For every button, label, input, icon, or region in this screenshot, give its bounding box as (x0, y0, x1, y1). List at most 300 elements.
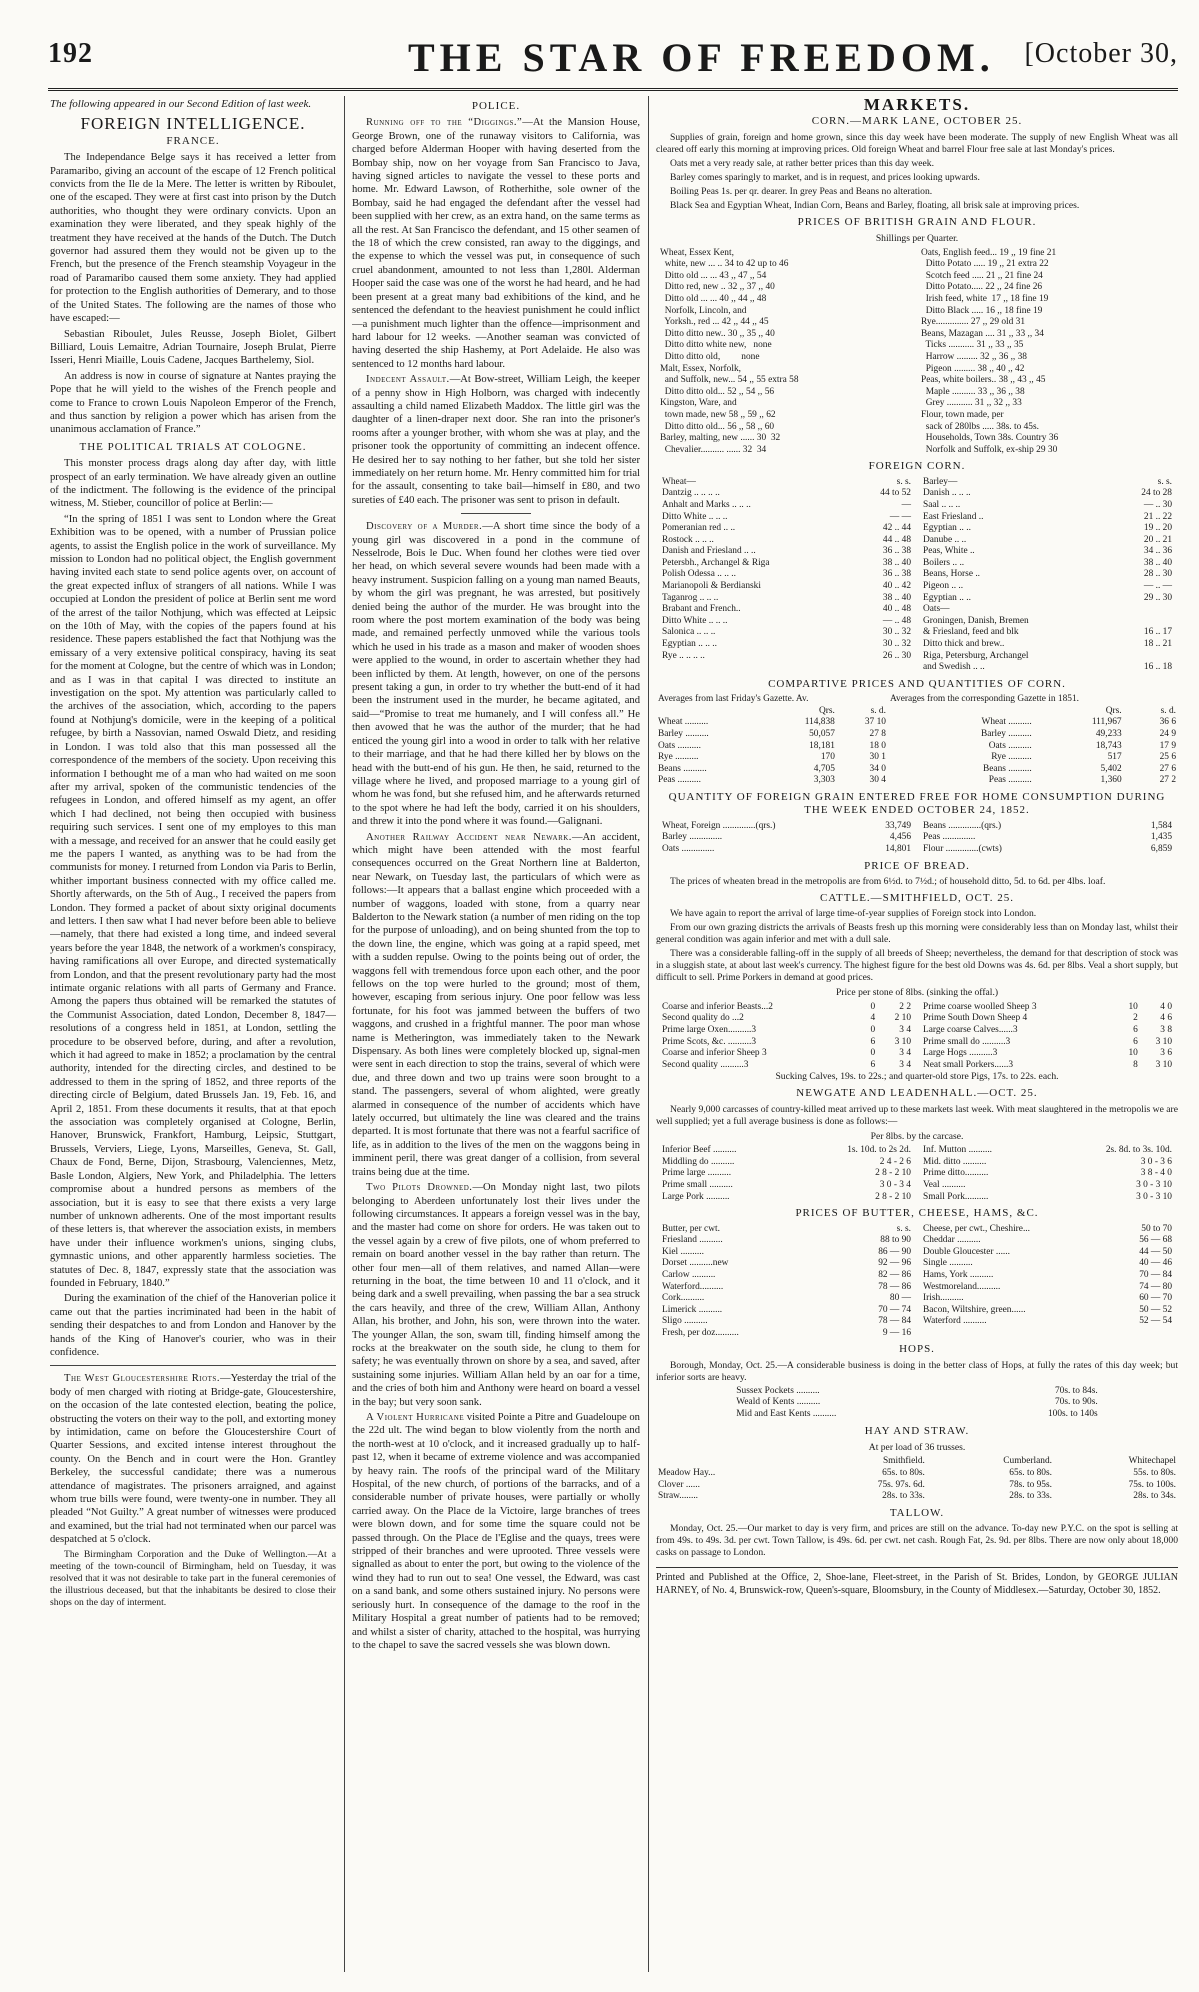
subheading: PRICES OF BRITISH GRAIN AND FLOUR. (797, 215, 1037, 228)
table-cell: 8 (1133, 1059, 1138, 1070)
table-cell: 70 — 74 (878, 1304, 911, 1315)
table-cell: Saal .. .. .. (923, 499, 961, 510)
table-row: Maple .......... 33 ,, 36 ,, 38 (921, 386, 1025, 397)
article-paragraph: Two Pilots Drowned.—On Monday night last, two pilots belonging to Aberdeen unfortunately lost their lives under the following circumstances. It appears a foreign vessel was in the bay, and the master had come on shore for orders. He was taken out to the vessel again by a crew of five pilots, one of whom preferred to remain on board another vessel in the bay rather than return. The other four men—all of them relatives, and named Allan—were returning in the boat, the time between 10 and 11 o'clock, and it being dark and a swell prevailing, when passing the bar a sea struck the cars heavily, and three of the crew, William Allan, Anthony Allan, his brother, and John, his son, were thrown into the water. The younger Allan, the son, swam till, finding himself among the rocks at the breakwater on the south side, he clung to them for safety; he was eventually thrown on shore by a sea, and saved, after sustaining some injuries. William Allan held by an oar for a time, and the cries of both him and Anthony were heard on board a vessel in the bay; but very soon sank. (352, 1182, 640, 1408)
table-row: Oats, English feed... 19 ,, 19 fine 21 (921, 247, 1057, 258)
table-row (921, 1270, 1174, 1282)
table-row (921, 604, 1174, 616)
table-cell: Polish Odessa .. .. .. (662, 569, 736, 580)
table-cell: 30 1 (869, 752, 886, 763)
table-row (921, 1157, 1174, 1169)
table-cell: Mid. ditto .......... (923, 1156, 987, 1167)
table-row: Grey ........... 31 ,, 32 ,, 33 (921, 398, 1022, 409)
table-header: Cumberland. (1003, 1456, 1052, 1467)
table-cell: 37 10 (864, 717, 886, 728)
table-row: Norfolk, Lincoln, and (660, 305, 747, 316)
subheading: HAY AND STRAW. (864, 1424, 970, 1437)
divider (50, 1365, 336, 1366)
table-row: Beans, Mazagan .... 31 ,, 33 ,, 34 (921, 328, 1044, 339)
table-cell: Peas .......... (988, 775, 1032, 786)
table-cell: 2 8 - 2 10 (875, 1168, 911, 1179)
table-cell: Cork.......... (662, 1293, 705, 1304)
table-cell: 25 6 (1159, 752, 1176, 763)
table-row (921, 1048, 1174, 1060)
table-cell: Large Pork .......... (662, 1191, 730, 1202)
table-cell: Veal .......... (923, 1179, 966, 1190)
table-cell: Beans .......... (658, 763, 707, 774)
table-cell: Kiel .......... (662, 1246, 704, 1257)
table-row (660, 1328, 913, 1340)
table-cell: 2s. 8d. to 3s. 10d. (1105, 1145, 1172, 1156)
market-paragraph: Boiling Peas 1s. per qr. dearer. In grey Peas and Beans no alteration. (670, 185, 933, 197)
table-row (656, 752, 1178, 764)
table-cell: 111,967 (1091, 717, 1122, 728)
table-cell: 0 (870, 1024, 876, 1035)
table-cell: Wheat— (662, 476, 696, 487)
table-half (921, 1002, 1174, 1072)
table-cell: s. s. (896, 1223, 911, 1234)
table-row (660, 1168, 913, 1180)
table-row (921, 1293, 1174, 1305)
table-row (921, 523, 1174, 535)
table-cell: 65s. to 80s. (1009, 1468, 1052, 1479)
table-cell: Bacon, Wiltshire, green...... (923, 1304, 1026, 1315)
table-row (921, 844, 1174, 856)
table-row (660, 477, 913, 489)
table-cell: 19 .. 20 (1143, 523, 1172, 534)
table-cell: Beans .......... (983, 763, 1032, 774)
table-row (660, 639, 913, 651)
table-row (660, 558, 913, 570)
table-cell: Single .......... (923, 1258, 973, 1269)
subheading: PRICE OF BREAD. (864, 859, 970, 872)
table-cell: 28s. to 33s. (882, 1491, 925, 1502)
table-cell: 42 .. 44 (882, 523, 911, 534)
table-row (921, 1060, 1174, 1072)
comparative-prices-table: Averages from last Friday's Gazette. Av. Averages from the corresponding Gazette in 1851. Qrs. s. d. Qrs. s. d. Wheat .......... 114,838 37 10 Wheat .......... 111,967 36 6 Barley .......... 50,057 27 8 Barley .......... 49,233 24 9 Oats .......... 18,181 18 0 Oats .......... 18,743 17 9 Rye .......... 170 30 1 Rye .......... 517 25 6 Beans .......... 4,705 34 0 Beans .......... 5,402 27 6 Peas .......... 3,303 30 4 Peas .......... 1,360 27 2 (658, 694, 1176, 786)
table-cell: Meadow Hay... (658, 1468, 716, 1479)
table-cell: 18,743 (1095, 740, 1122, 751)
table-cell: 28s. to 33s. (1009, 1491, 1052, 1502)
article-paragraph: The Birmingham Corporation and the Duke of Wellington.—At a meeting of the town-council of Birmingham, held on Tuesday, it was resolved that it was not desirable to take part in the funeral ceremonies of the illustrious deceased, but that the inhabitants be desired to close their shops on the day of interment. (50, 1548, 336, 1608)
table-row (660, 1293, 913, 1305)
table-cell: 3,303 (813, 775, 835, 786)
table-cell: 2 2 (899, 1001, 911, 1012)
table-cell: 1,360 (1100, 775, 1122, 786)
table-row (734, 1386, 1099, 1398)
table-cell: 2 4 - 2 6 (879, 1156, 911, 1167)
table-cell: Oats— (923, 604, 950, 615)
cattle-table (656, 1002, 1178, 1072)
table-cell: 4,705 (813, 763, 835, 774)
table-row (921, 1002, 1174, 1014)
table-cell: 27 8 (869, 729, 886, 739)
table-cell: 2 8 - 2 10 (875, 1191, 911, 1202)
table-cell: 28 .. 30 (1143, 569, 1172, 580)
table-cell: 114,838 (804, 717, 835, 728)
table-cell: 44 .. 48 (882, 534, 911, 545)
table-row (734, 1409, 1099, 1421)
table-cell: 40 — 46 (1139, 1258, 1172, 1269)
table-cell: 20 .. 21 (1143, 534, 1172, 545)
table-row (921, 1282, 1174, 1294)
table-row (656, 717, 1178, 729)
table-row (660, 1025, 913, 1037)
table-half (660, 1145, 913, 1203)
table-cell: Peas .......... (658, 775, 701, 786)
table-row (921, 821, 1174, 833)
table-header: Averages from the corresponding Gazette in 1851. (889, 694, 1080, 705)
table-row: Scotch feed ..... 21 ,, 21 fine 24 (921, 270, 1043, 281)
table-row: Irish feed, white 17 ,, 18 fine 19 (921, 294, 1049, 304)
table-row: Peas, white boilers.. 38 ,, 43 ,, 45 (921, 375, 1046, 386)
table-row (656, 729, 1178, 741)
table-cell: Small Pork.......... (923, 1191, 989, 1202)
table-cell: Weald of Kents .......... (736, 1397, 821, 1408)
market-paragraph: Supplies of grain, foreign and home grown, since this day week have been moderate. The supply of new English Wheat was all cleared off early this morning at improving prices. Old foreign Wheat and barrel Flour free sale at last Monday's prices. (656, 131, 1178, 155)
article-lead: Indecent Assault. (366, 374, 450, 386)
subheading: QUANTITY OF FOREIGN GRAIN ENTERED FREE FOR HOME CONSUMPTION DURING THE WEEK ENDED OCTOBER 24, 1852. (668, 790, 1166, 817)
table-row: Ditto old ... ... 43 ,, 47 ,, 54 (660, 270, 767, 281)
table-cell: Rye .......... (658, 752, 699, 763)
table-cell: Oats .......... (658, 740, 701, 751)
table-cell: Rye .......... (991, 752, 1032, 763)
table-cell: 24 9 (1159, 729, 1176, 739)
table-cell: 3 8 - 4 0 (1140, 1168, 1172, 1179)
table-cell: 1,584 (1150, 820, 1172, 831)
table-cell: & Friesland, feed and blk (923, 627, 1019, 638)
table-row: Chevalier.......... ...... 32 34 (660, 444, 767, 455)
table-row: Barley, malting, new ...... 30 32 (660, 433, 781, 444)
table-cell: 3 4 (899, 1048, 911, 1059)
subheading: HOPS. (899, 1343, 935, 1356)
table-cell: 21 .. 22 (1143, 511, 1172, 522)
article-paragraph: An address is now in course of signature at Nantes praying the Pope that he will yield to the wishes of the French people and come to France to crown Louis Napoleon Emperor of the French, and thus sanction by religion a power which has arisen from the unanimous acclamation of France.” (50, 370, 336, 436)
table-caption: Shillings per Quarter. (875, 233, 959, 245)
table-header (656, 1456, 804, 1468)
table-cell: 34 0 (869, 763, 886, 774)
table-header: Averages from last Friday's Gazette. Av. (658, 694, 809, 705)
table-row: Ditto ditto old, none (660, 351, 760, 362)
table-cell: Flour ..............(cwts) (923, 843, 1002, 854)
table-cell: 9 — 16 (882, 1327, 911, 1338)
table-row (660, 512, 913, 524)
table-cell: 44 — 50 (1139, 1246, 1172, 1257)
table-cell: Coarse and inferior Sheep 3 (662, 1048, 767, 1059)
market-paragraph: Monday, Oct. 25.—Our market to day is very firm, and prices are still on the advance. To-day new P.Y.C. on the spot is selling at from 49s. to 49s. 3d. per cwt. Town Tallow, is 49s. 6d. per cwt. net cash. Rough Fat, 2s. 9d. per 8lbs. There are now only about 18,000 casks on passage to London. (656, 1523, 1178, 1559)
table-row (660, 1002, 913, 1014)
table-row: Ditto red, new .. 32 ,, 37 ,, 40 (660, 282, 775, 293)
table-row: white, new ... .. 34 to 42 up to 46 (660, 259, 789, 270)
table-row (921, 1013, 1174, 1025)
table-cell: 88 to 90 (880, 1235, 911, 1246)
article-paragraph: Sebastian Riboulet, Jules Reusse, Joseph Biolet, Gilbert Billiard, Louis Lemaitre, Adrian Tournaire, Joseph Brulat, Pierre Isseri, Henri Miaille, Louis Cadene, Jacques Barthelemy, Siol. (50, 328, 336, 367)
table-cell: Cheese, per cwt., Cheshire... (923, 1223, 1030, 1234)
table-cell: Anhalt and Marks .. .. .. (662, 499, 751, 510)
table-half (660, 1224, 913, 1340)
market-paragraph: From our own grazing districts the arrivals of Beasts fresh up this morning were considerably less than on Monday last, whilst their general condition was again inferior and met with a dull sale. (656, 922, 1178, 946)
table-cell: Limerick .......... (662, 1304, 723, 1315)
table-cell: 4 6 (1160, 1013, 1172, 1024)
table-cell: 3 10 (894, 1036, 911, 1047)
table-row (660, 488, 913, 500)
table-row (921, 616, 1174, 628)
table-row (660, 1037, 913, 1049)
table-row (656, 1491, 1178, 1503)
imprint: Printed and Published at the Office, 2, Shoe-lane, Fleet-street, in the Parish of St. Brides, London, by GEORGE JULIAN HARNEY, of No. 4, Brunswick-row, Queen's-square, Bloomsbury, in the County of Middlesex.—Saturday, October 30, 1852. (656, 1567, 1178, 1597)
table-cell: 28s. to 34s. (1133, 1491, 1176, 1502)
market-paragraph: Black Sea and Egyptian Wheat, Indian Corn, Beans and Barley, floating, all brisk sale at improving prices. (670, 199, 1080, 211)
table-row (660, 535, 913, 547)
table-cell: Second quality ..........3 (662, 1059, 749, 1070)
table-cell: and Swedish .. .. (923, 662, 985, 673)
table-cell: Large coarse Calves......3 (923, 1024, 1018, 1035)
table-cell: 18,181 (809, 740, 835, 751)
table-row: Ditto ditto white new, none (660, 340, 772, 351)
table-cell: 36 .. 38 (882, 546, 911, 557)
table-cell: 50 to 70 (1141, 1223, 1172, 1234)
table-cell: 78 — 84 (878, 1316, 911, 1327)
article-paragraph: Running off to the “Diggings.”—At the Mansion House, George Brown, one of the runaway visitors to California, was charged before Alderman Hooper with having deserted from the Bombay ship, now on her voyage from San Francisco to Java, having signed articles to navigate the vessel to these ports and home. Mr. Edward Lawson, of Rotherhithe, sole owner of the Bombay, said he had engaged the defendant after the vessel had been supplied with her crew, as an extra hand, on the same terms as all the rest. At San Francisco the defendant, and 15 other seamen of the 18 of which the crew consisted, ran away to the diggings, and the expense to which the vessel was put, in consequence of such cruel abandonment, amounted to not less than 1,280l. Alderman Hooper said the case was one of the worst he had heard, and he had been present at a great many bad exhibitions of the kind, and he sentenced the defendant to the heaviest punishment he could inflict—a punishment much lighter than the offence—imprisonment and hard labour for 12 weeks. —Another seaman was convicted of having deserted the ship Hashemy, at Port Adelaide. He also was sentenced to 12 months hard labour. (352, 117, 640, 370)
table-cell: Dorset ..........new (662, 1258, 729, 1269)
table-cell: 1s. 10d. to 2s 2d. (847, 1145, 911, 1156)
subheading: TALLOW. (889, 1506, 945, 1519)
table-cell: Waterford .......... (923, 1316, 987, 1327)
table-cell: — — (889, 511, 911, 522)
table-cell: 16 .. 17 (1143, 627, 1172, 638)
table-cell: 4,456 (889, 832, 911, 843)
table-cell: 3 8 (1160, 1024, 1172, 1035)
table-cell: 86 — 90 (878, 1246, 911, 1257)
market-paragraph: The prices of wheaten bread in the metropolis are from 6½d. to 7½d.; of household ditto, 5d. to 6d. per 4lbs. loaf. (670, 875, 1106, 887)
table-row: Wheat, Essex Kent, (660, 247, 734, 258)
table-cell: 3 0 - 3 10 (1136, 1191, 1172, 1202)
table-cell: 3 4 (899, 1059, 911, 1070)
table-row: Ditto ditto old... 56 ,, 58 ,, 60 (660, 421, 775, 432)
table-cell: Prime large .......... (662, 1168, 732, 1179)
table-cell: Sligo .......... (662, 1316, 708, 1327)
table-row: and Suffolk, new... 54 ,, 55 extra 58 (660, 375, 799, 386)
table-row: Rye.............. 27 ,, 29 old 31 (921, 317, 1026, 328)
table-cell: Hams, York .......... (923, 1269, 994, 1280)
table-caption: Per 8lbs. by the carcase. (870, 1130, 964, 1142)
table-row (921, 593, 1174, 605)
table-half (921, 1224, 1174, 1328)
table-cell: 517 (1107, 752, 1122, 763)
table-cell: 10 (1128, 1001, 1138, 1012)
table-row (921, 1305, 1174, 1317)
article-lead: Running off to the “Diggings.” (366, 117, 523, 129)
table-row: Kingston, Ware, and (660, 398, 737, 409)
table-cell: 78s. to 95s. (1009, 1479, 1052, 1490)
table-half (656, 248, 917, 457)
table-cell: 60 — 70 (1139, 1293, 1172, 1304)
table-cell: 14,801 (885, 843, 911, 854)
table-cell: 6 (870, 1059, 876, 1070)
table-cell: Petersbh., Archangel & Riga (662, 557, 770, 568)
table-cell: 33,749 (885, 820, 911, 831)
table-cell: Ditto thick and brew.. (923, 639, 1005, 650)
table-cell: Irish.......... (923, 1293, 964, 1304)
table-cell: 30 .. 32 (882, 627, 911, 638)
table-cell: Prime ditto.......... (923, 1168, 989, 1179)
table-row: Norfolk and Suffolk, ex-ship 29 30 (921, 444, 1058, 455)
table-cell: 3 0 - 3 10 (1136, 1179, 1172, 1190)
table-row (660, 1316, 913, 1328)
table-cell: Oats .............. (662, 843, 715, 854)
table-row (656, 775, 1178, 787)
table-cell: 6 (1133, 1036, 1138, 1047)
table-row (660, 1270, 913, 1282)
column-divider (648, 96, 649, 1972)
table-row (921, 1235, 1174, 1247)
table-cell: Barley .......... (658, 729, 709, 739)
table-cell: 56 — 68 (1139, 1235, 1172, 1246)
table-row (656, 741, 1178, 753)
table-cell: Mid and East Kents .......... (736, 1409, 837, 1420)
table-cell: 40 .. 48 (882, 604, 911, 615)
table-cell: 0 (870, 1001, 876, 1012)
table-cell: Ditto White .. .. .. (662, 511, 728, 522)
table-row (660, 1013, 913, 1025)
table-row (660, 569, 913, 581)
table-row (921, 1258, 1174, 1270)
table-cell: Wheat .......... (658, 717, 709, 728)
table-cell: 3 0 - 3 6 (1140, 1156, 1172, 1167)
table-row (660, 1235, 913, 1247)
table-cell: Salonica .. .. .. (662, 627, 716, 638)
column-divider (344, 96, 345, 1972)
table-cell: Dantzig .. .. .. .. (662, 488, 720, 499)
article-paragraph: Discovery of a Murder.—A short time since the body of a young girl was discovered in a pond in the commune of Nesselrode, Bois le Duc. When found her clothes were tied over her head, on which several severe wounds had been made with a heavy instrument. Suspicion falling on a young man named Beauts, by whom the girl was pregnant, he was arrested, but positively denied being the author of the murder. He was brought into the room where the post mortem examination of the body was being made, and remained perfectly unmoved while the various tools which he used in his trade as a mason and maker of wooden shoes were applied to the wound, in order to ascertain whether they had been inflicted by them. At length, however, on one of the persons present taking a gun, in order to try whether the butt-end of it had been the instrument used in the murder, he became agitated, and said—“Promise to treat me humanely, and I will confess all.” He then avowed that he was the author of the murder; that he had enticed the young girl into a wood in order to talk with her relative to their marriage, and that he had there killed her by blows on the head with the butt-end of his gun. He then, he said, returned to the village where he lived, and proposed marriage to a young girl of whom he was fond, but she refused him, and he afterwards returned to the spot where he had left the body, carried it on his shoulders, and threw it into the pond where it was found.—Galignani. (352, 521, 640, 828)
table-cell: Wheat, Foreign ..............(qrs.) (662, 820, 776, 831)
table-cell: 26 .. 30 (882, 650, 911, 661)
table-cell: Riga, Petersburg, Archangel (923, 650, 1029, 661)
table-cell: Neat small Porkers......3 (923, 1059, 1014, 1070)
newspaper-title: THE STAR OF FREEDOM. (408, 35, 995, 80)
table-row (921, 1180, 1174, 1192)
table-row (660, 581, 913, 593)
table-cell: Danish .. .. .. (923, 488, 971, 499)
table-cell: 10 (1128, 1048, 1138, 1059)
table-row (660, 1048, 913, 1060)
edition-note: The following appeared in our Second Edition of last week. (50, 98, 312, 110)
table-row (660, 627, 913, 639)
table-cell: 18 0 (869, 740, 886, 751)
table-cell: 70s. to 84s. (1054, 1385, 1098, 1396)
table-cell: Beans, Horse .. (923, 569, 981, 580)
table-cell: Second quality do ...2 (662, 1013, 744, 1024)
table-row (660, 593, 913, 605)
table-cell: 4 (870, 1013, 876, 1024)
table-cell: Peas, White .. (923, 546, 975, 557)
table-row (660, 604, 913, 616)
table-row (660, 546, 913, 558)
table-row (656, 764, 1178, 776)
article-lead: Another Railway Accident near Newark. (366, 831, 572, 843)
table-cell: 17 9 (1159, 740, 1176, 751)
table-cell: Middling do .......... (662, 1156, 735, 1167)
table-cell: Boilers .. .. (923, 557, 965, 568)
table-cell: 44 to 52 (880, 488, 911, 499)
table-row: Malt, Essex, Norfolk, (660, 363, 741, 374)
subheading: COMPARTIVE PRICES AND QUANTITIES OF CORN. (768, 677, 1066, 690)
table-cell: 50 — 52 (1139, 1304, 1172, 1315)
table-cell (1113, 604, 1174, 616)
table-cell: Wheat .......... (981, 717, 1032, 728)
table-cell: 16 .. 18 (1143, 662, 1172, 673)
masthead-rule (48, 88, 1178, 91)
market-paragraph: Oats met a very ready sale, at rather better prices than this day week. (670, 157, 934, 169)
table-cell: Egyptian .. .. .. (662, 639, 717, 650)
section-heading: MARKETS. (863, 96, 971, 114)
table-row: Ditto Potato ..... 19 ,, 21 extra 22 (921, 259, 1049, 270)
table-cell: 3 6 (1160, 1048, 1172, 1059)
table-row (660, 1060, 913, 1072)
table-cell: s. s. (896, 476, 911, 487)
table-cell: 0 (870, 1048, 876, 1059)
table-cell: Prime South Down Sheep 4 (923, 1013, 1028, 1024)
table-cell: 3 10 (1155, 1059, 1172, 1070)
table-cell: Marianopoli & Berdianski (662, 581, 761, 592)
market-paragraph: Barley comes sparingly to market, and is in request, and prices looking upwards. (670, 171, 980, 183)
issue-date: [October 30, (1024, 38, 1178, 69)
market-paragraph: Borough, Monday, Oct. 25.—A considerable business is doing in the better class of Hops, at fully the rates of this day week; but inferior sorts are heavy. (656, 1359, 1178, 1383)
table-cell: s. s. (1157, 476, 1172, 487)
subheading: CATTLE.—SMITHFIELD, OCT. 25. (819, 891, 1014, 904)
table-row (660, 1145, 913, 1157)
table-row (921, 662, 1174, 674)
table-row (921, 832, 1174, 844)
table-cell: — .. — (1143, 581, 1172, 592)
british-grain-table (656, 248, 1178, 457)
table-cell: Fresh, per doz.......... (662, 1327, 739, 1338)
article-paragraph: The Independance Belge says it has received a letter from Paramaribo, giving an account of the escape of 12 French political convicts from the Ile de la Mere. The letter is written by Riboulet, one of the escaped. They were at first cast into prison by the Dutch authorities, who thought they were ordinary convicts. Upon an examination they were liberated, and they speak highly of the treatment they have received at the hands of the Dutch. The Dutch governor had assured them they would not be given up to the French, but the presence of the French steamship Voyageur in the road of Paramaribo caused them some anxiety. They had applied for protection to the English authorities of Demerary, and to those of the United States. The following are the names of those who have escaped:— (50, 152, 336, 325)
table-cell: — .. 48 (882, 615, 911, 626)
table-cell: 82 — 86 (878, 1269, 911, 1280)
table-cell: 74 — 80 (1139, 1281, 1172, 1292)
table-header: Whitechapel (1128, 1456, 1176, 1467)
table-row (660, 523, 913, 535)
table-row: Pigeon ......... 38 ,, 40 ,, 42 (921, 363, 1025, 374)
table-row (921, 488, 1174, 500)
table-half (921, 821, 1174, 856)
table-half (660, 1002, 913, 1072)
table-cell: Rostock .. .. .. (662, 534, 714, 545)
newgate-table (656, 1145, 1178, 1203)
table-cell: Oats .......... (988, 740, 1032, 751)
market-paragraph: Nearly 9,000 carcasses of country-killed meat arrived up to these markets last week. With meat slaughtered in the metropolis we are well supplied; yet a full average business is done as follows:— (656, 1103, 1178, 1127)
table-row (921, 1247, 1174, 1259)
market-paragraph: We have again to report the arrival of large time-of-year supplies of Foreign stock into London. (670, 908, 1037, 920)
divider (461, 513, 531, 514)
table-cell: Pomeranian red .. .. (662, 523, 736, 534)
article-paragraph: This monster process drags along day after day, with little prospect of an early termination. We have already given an outline of the indictment. The following is the evidence of the principal witness, M. Stieber, councillor of police at Berlin:— (50, 458, 336, 510)
table-cell: Egyptian .. .. (923, 592, 971, 603)
table-cell: — .. 30 (1143, 499, 1172, 510)
article-lead: A Violent Hurricane (366, 1412, 465, 1423)
table-cell: 30 4 (869, 775, 886, 786)
table-cell: Inf. Mutton .......... (923, 1145, 993, 1156)
table-row: sack of 280lbs ..... 38s. to 45s. (921, 421, 1039, 432)
table-cell: 6 (870, 1036, 876, 1047)
table-row: Ditto ditto new.. 30 ,, 35 ,, 40 (660, 328, 775, 339)
table-cell: 34 .. 36 (1143, 546, 1172, 557)
table-cell: 170 (820, 752, 835, 763)
table-row (921, 1316, 1174, 1328)
subheading: FOREIGN CORN. (868, 460, 966, 473)
table-cell: Westmoreland.......... (923, 1281, 1001, 1292)
